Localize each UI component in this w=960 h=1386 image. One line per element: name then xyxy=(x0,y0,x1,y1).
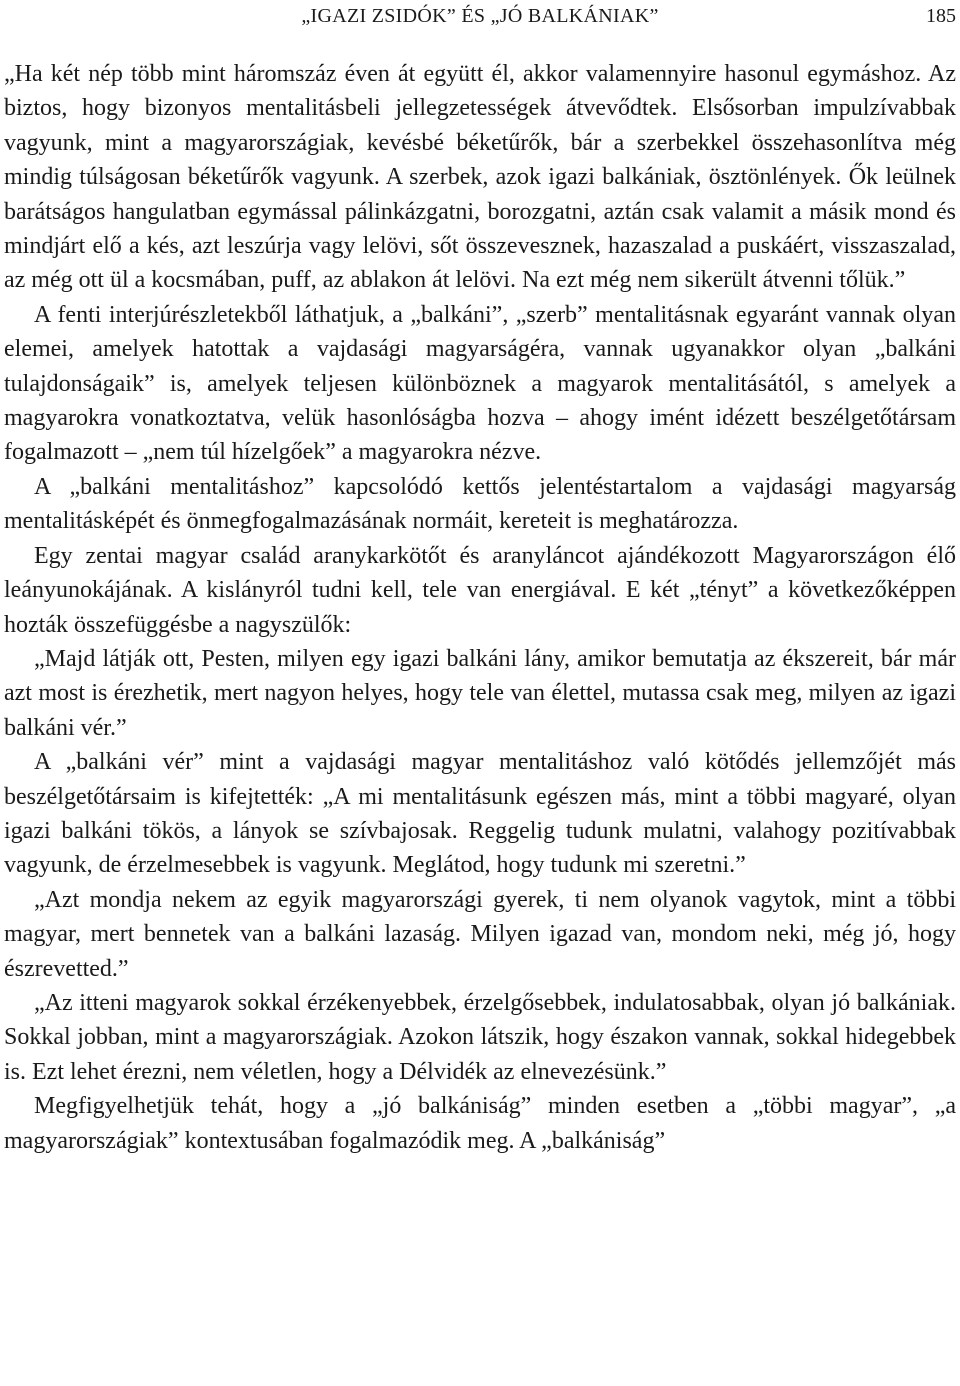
paragraph-family-story: Egy zentai magyar család aranykarkötőt és aranyláncot ajándékozott Magyarországon élő leányunokájának. A kislányról tudni kell, tele van energiával. E két „tényt” a következőképpen hozták összefüggésbe a nagyszülők: xyxy=(4,542,956,638)
paragraph-balkan-blood: A „balkáni vér” mint a vajdasági magyar mentalitáshoz való kötődés jellemzőjét más beszélgetőtársaim is kifejtették: „A mi mentalitásunk egészen más, mint a többi magyaré, olyan igazi balkáni tökös, a lányok se szívbajosak. Reggelig tudunk mulatni, valahogy pozitívabbak vagyunk, de érzelmesebbek is vagyunk. Meglátod, hogy tudunk mi szeretni.” xyxy=(4,749,956,879)
paragraph-conclusion: Megfigyelhetjük tehát, hogy a „jó balkániság” minden esetben a „többi magyar”, „a magyarországiak” kontextusában fogalmazódik meg. A „balkániság” xyxy=(4,1093,956,1154)
paragraph-analysis-1: A fenti interjúrészletekből láthatjuk, a „balkáni”, „szerb” mentalitásnak egyaránt vannak olyan elemei, amelyek hatottak a vajdasági magyarságéra, vannak ugyanakkor olyan „balkáni tulajdonságaik” is, amelyek teljesen különböznek a magyarok mentalitásától, s amelyek a magyarokra vonatkoztatva, velük hasonlóságba hozva – ahogy imént idézett beszélgetőtársam fogalmazott – „nem túl hízelgőek” a magyarokra nézve. xyxy=(4,301,956,466)
running-title: „IGAZI ZSIDÓK” ÉS „JÓ BALKÁNIAK” xyxy=(301,5,659,27)
paragraph-quote-interview-3: „Az itteni magyarok sokkal érzékenyebbek, érzelgősebbek, indulatosabbak, olyan jó balkániak. Sokkal jobban, mint a magyarországiak. Azokon látszik, hogy északon vannak, sokkal hidegebbek is. Ezt lehet érezni, nem véletlen, hogy a Délvidék az elnevezésünk.” xyxy=(4,989,956,1085)
body-text xyxy=(4,57,956,1158)
running-header xyxy=(0,2,960,32)
page-number: 185 xyxy=(926,5,956,27)
paragraph-quote-grandparents: „Majd látják ott, Pesten, milyen egy igazi balkáni lány, amikor bemutatja az ékszereit, bár már azt most is érezhetik, mert nagyon helyes, hogy tele van élettel, mutassa csak meg, milyen az igazi balkáni vér.” xyxy=(4,645,956,741)
paragraph-analysis-2: A „balkáni mentalitáshoz” kapcsolódó kettős jelentéstartalom a vajdasági magyarság mentalitásképét és önmegfogalmazásának normáit, kereteit is meghatározza. xyxy=(4,473,956,535)
paragraph-quote-interview-1: „Ha két nép több mint háromszáz éven át együtt él, akkor valamennyire hasonul egymáshoz. Az biztos, hogy bizonyos mentalitásbeli jellegzetességek átvevődtek. Elsősorban impulzívabbak vagyunk, mint a magyarországiak, kevésbé béketűrők, bár a szerbekkel összehasonlítva még mindig túlságosan béketűrők vagyunk. A szerbek, azok igazi balkániak, ösztönlények. Ők leülnek barátságos hangulatban egymással pálinkázgatni, borozgatni, aztán csak valamit a másik mond és mindjárt elő a kés, azt leszúrja vagy lelövi, sőt összevesznek, hazaszalad a puskáért, visszaszalad, az még ott ül a kocsmában, puff, az ablakon át lelövi. Na ezt még nem sikerült átvenni tőlük.” xyxy=(4,61,956,294)
paragraph-quote-interview-2: „Azt mondja nekem az egyik magyarországi gyerek, ti nem olyanok vagytok, mint a többi magyar, mert bennetek van a balkáni lazaság. Milyen igazad van, mondom neki, még jó, hogy észrevetted.” xyxy=(4,886,956,982)
